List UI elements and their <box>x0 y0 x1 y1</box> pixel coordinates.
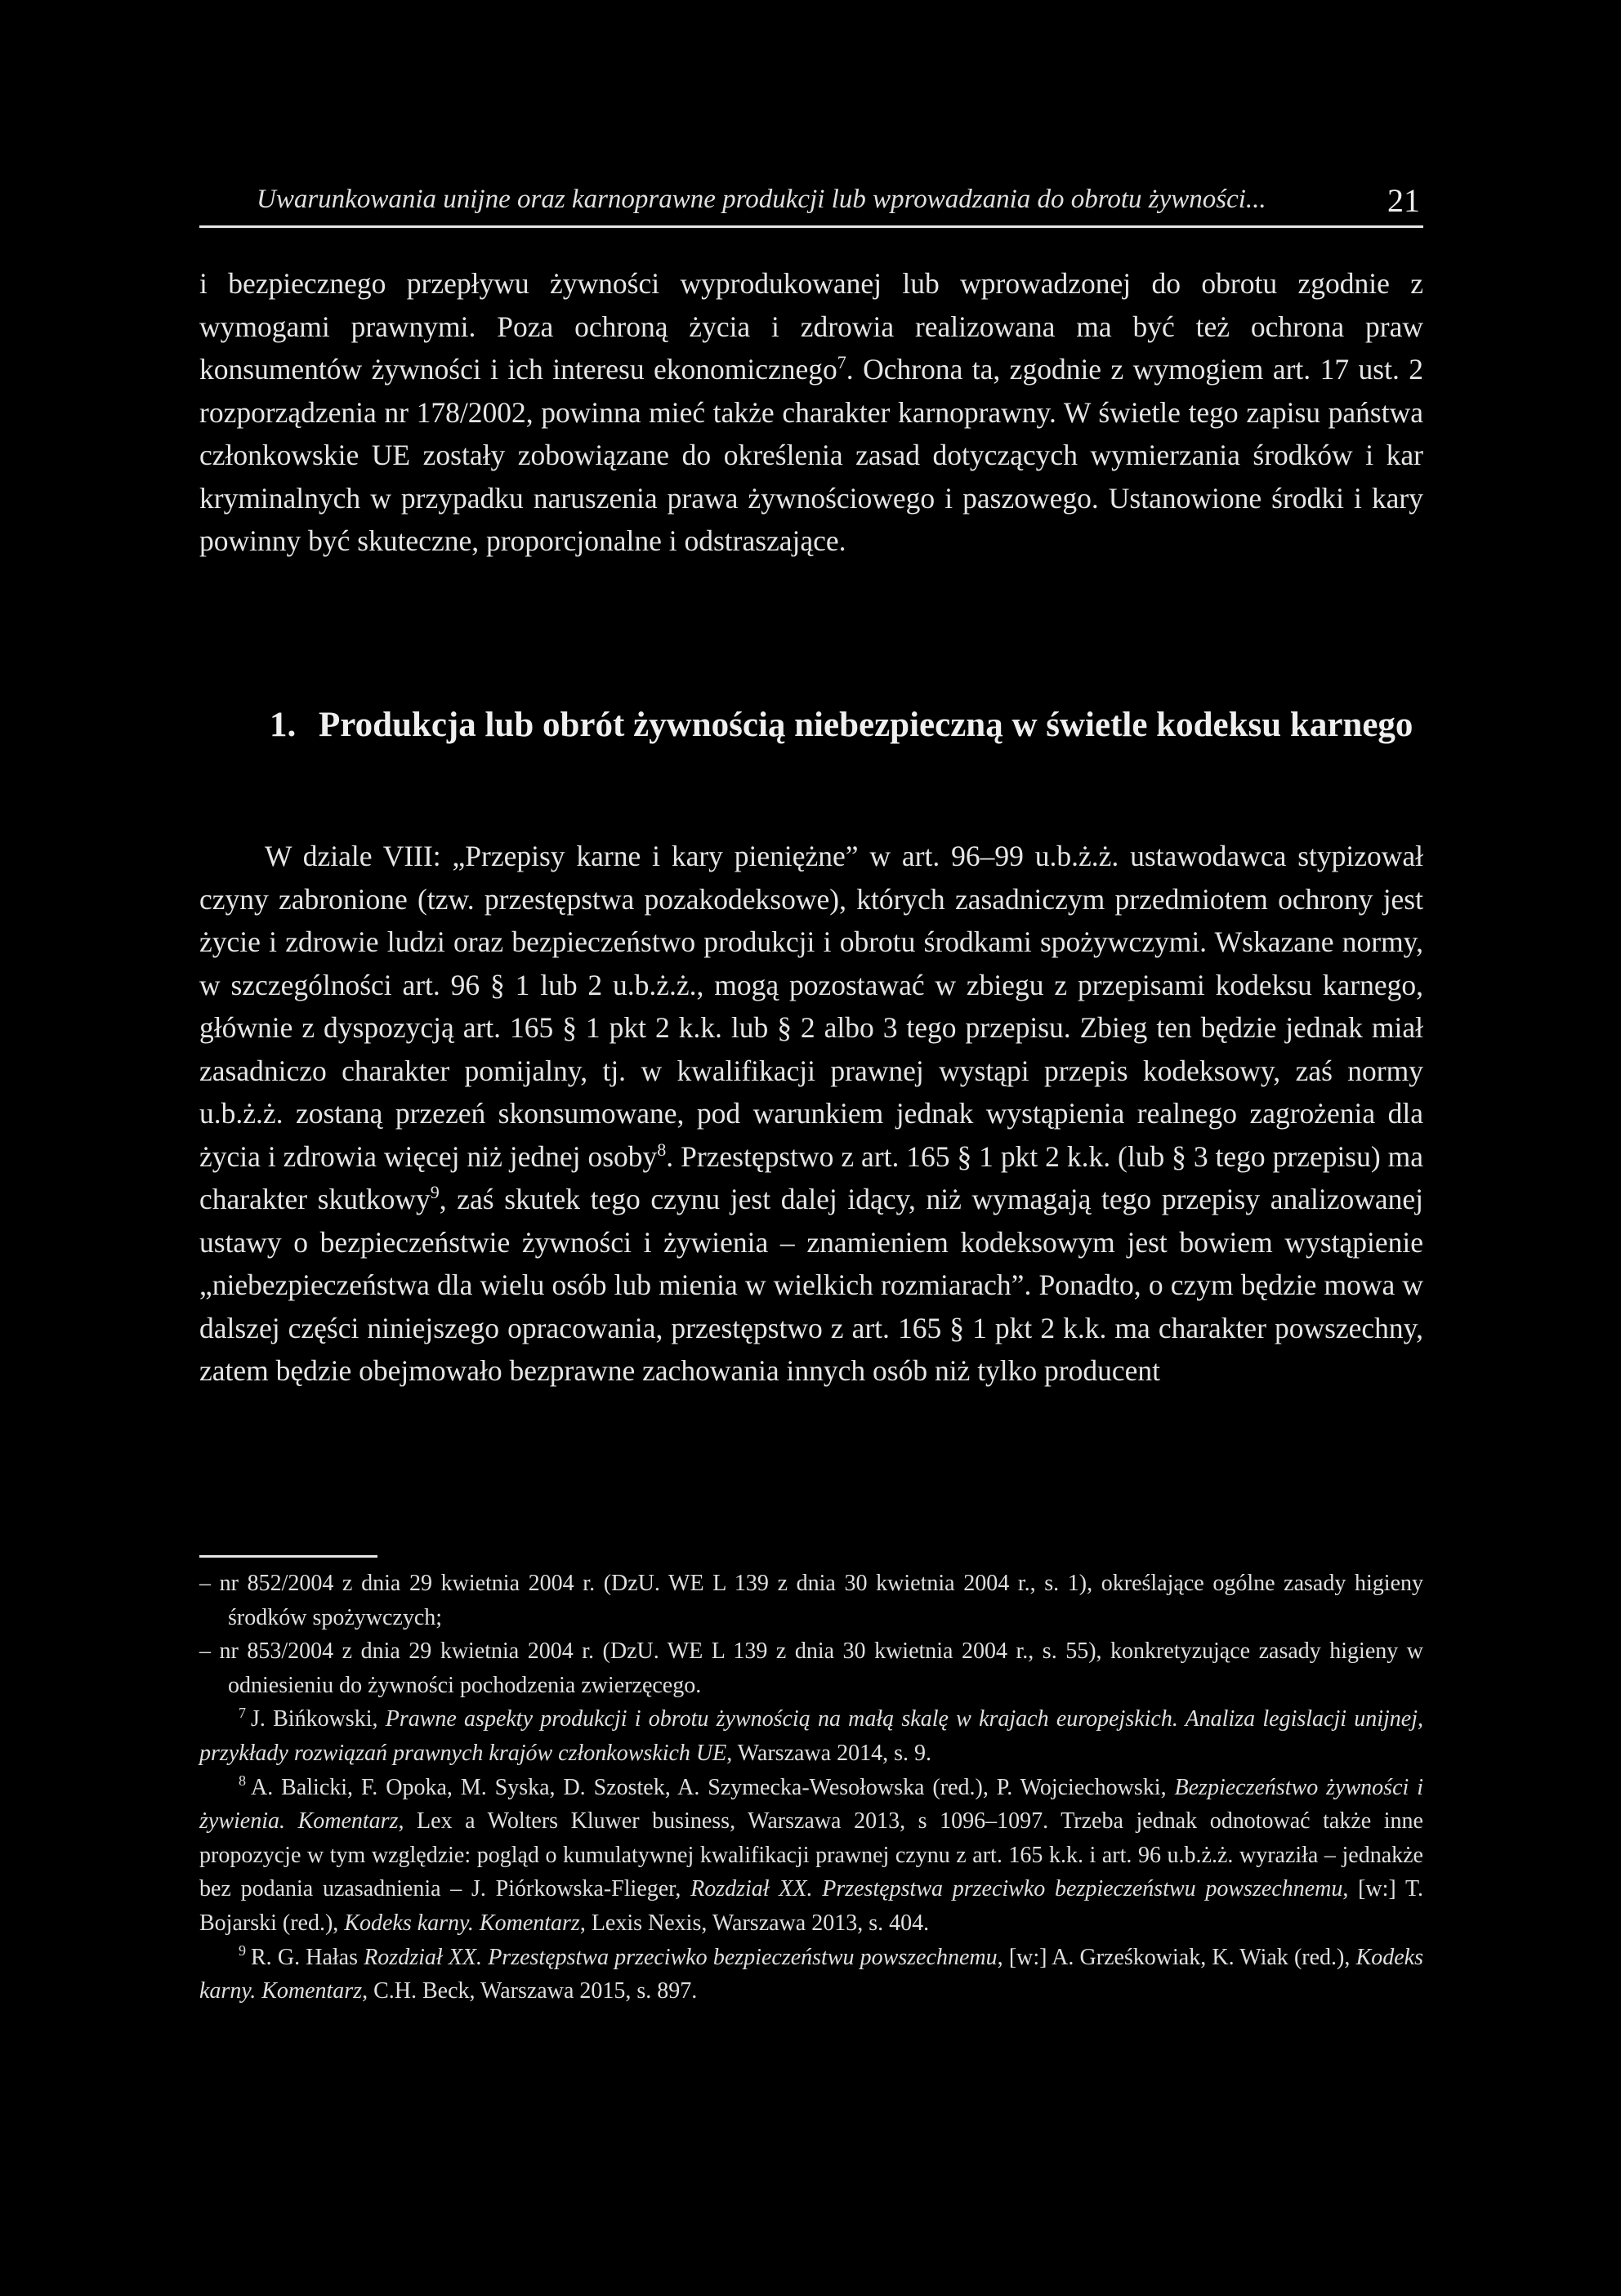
footnote-text: R. G. Hałas <box>251 1944 364 1970</box>
section-paragraph <box>199 835 1423 1393</box>
para-text-2: . Przestępstwo z art. 165 § 1 pkt 2 k.k. (lub § 3 tego przepisu) ma charakter skutkowy <box>199 1139 1424 1215</box>
footnote-continuation-item: – nr 853/2004 z dnia 29 kwietnia 2004 r. (DzU. WE L 139 z dnia 30 kwietnia 2004 r., s. 55), konkretyzujące zasady higieny w odniesieniu do żywności pochodzenia zwierzęcego. <box>199 1638 1423 1698</box>
footnote-ref-9[interactable]: 9 <box>430 1182 440 1203</box>
footnote-title: Rozdział XX. Przestępstwa przeciwko bezpieczeństwu powszechnemu <box>690 1876 1343 1902</box>
footnote-title: Bezpieczeństwo żywności i żywienia. Komentarz <box>199 1774 1424 1835</box>
para-text-1: W dziale VIII: „Przepisy karne i kary pieniężne” w art. 96–99 u.b.ż.ż. ustawodawca stypizował czyny zabronione (tzw. przestępstwa pozakodeksowe), których zasadniczym przedmiotem ochrony jest życie i zdrowie ludzi oraz bezpieczeństwo produkcji i obrotu środkami spożywczymi. Wskazane normy, w szczególności art. 96 § 1 lub 2 u.b.ż.ż., mogą pozostawać w zbiegu z przepisami kodeksu karnego, głównie z dyspozycją art. 165 § 1 pkt 2 k.k. lub § 2 albo 3 tego przepisu. Zbieg ten będzie jednak miał zasadniczo charakter pomijalny, tj. w kwalifikacji prawnej wystąpi przepis kodeksowy, zaś normy u.b.ż.ż. zostaną przezeń skonsumowane, pod warunkiem jednak wystąpienia realnego zagrożenia dla życia i zdrowia więcej niż jednej osoby <box>199 840 1423 1173</box>
footnote-7 <box>199 1702 1423 1770</box>
section-title: Produkcja lub obrót żywnością niebezpieczną w świetle kodeksu karnego <box>319 706 1413 744</box>
footnote-title: Prawne aspekty produkcji i obrotu żywnością na małą skalę w krajach europejskich. Analiza legislacji unijnej, przykłady rozwiązań prawnych krajów członkowskich UE <box>199 1706 1423 1766</box>
footnote-number: 7 <box>239 1705 246 1722</box>
footnote-text: J. Bińkowski, <box>251 1706 386 1732</box>
footnote-continuation-item: – nr 852/2004 z dnia 29 kwietnia 2004 r. (DzU. WE L 139 z dnia 30 kwietnia 2004 r., s. 1), określające ogólne zasady higieny środków spożywczych; <box>199 1571 1423 1630</box>
footnote-text: , Lexis Nexis, Warszawa 2013, s. 404. <box>579 1910 930 1936</box>
page-number: 21 <box>1387 182 1420 219</box>
running-head-title: Uwarunkowania unijne oraz karnoprawne produkcji lub wprowadzania do obrotu żywności... <box>257 185 1266 214</box>
footnote-9 <box>199 1941 1423 2008</box>
footnote-number: 8 <box>239 1772 246 1790</box>
footnote-number: 9 <box>239 1942 246 1959</box>
footnote-title: Kodeks karny. Komentarz <box>199 1944 1423 2004</box>
intro-text-2: . Ochrona ta, zgodnie z wymogiem art. 17 ust. 2 rozporządzenia nr 178/2002, powinna mieć także charakter karnoprawny. W świetle tego zapisu państwa członkowskie UE zostały zobowiązane do określenia zasad dotyczących wymierzania środków i kar kryminalnych w przypadku naruszenia prawa żywnościowego i paszowego. Ustanowione środki i kary powinny być skuteczne, proporcjonalne i odstraszające. <box>199 353 1424 557</box>
footnotes <box>199 1567 1423 2008</box>
footnote-title: Kodeks karny. Komentarz <box>344 1910 580 1936</box>
footnote-text: , C.H. Beck, Warszawa 2015, s. 897. <box>362 1978 698 2004</box>
footnote-text: , [w:] A. Grześkowiak, K. Wiak (red.), <box>997 1944 1356 1970</box>
footnote-text: A. Balicki, F. Opoka, M. Syska, D. Szostek, A. Szymecka-Wesołowska (red.), P. Wojciechowski, <box>251 1774 1175 1800</box>
running-head <box>199 181 1423 228</box>
footnote-8 <box>199 1771 1423 1941</box>
footnote-text: , [w:] T. Bojarski (red.), <box>199 1876 1423 1936</box>
footnote-ref-8[interactable]: 8 <box>657 1139 667 1160</box>
para-text-3: , zaś skutek tego czynu jest dalej idący, niż wymagają tego przepisy analizowanej ustawy o bezpieczeństwie żywności i żywienia – znamieniem kodeksowym jest bowiem wystąpienie „niebezpieczeństwa dla wielu osób lub mienia w wielkich rozmiarach”. Ponadto, o czym będzie mowa w dalszej części niniejszego opracowania, przestępstwo z art. 165 § 1 pkt 2 k.k. ma charakter powszechny, zatem będzie obejmowało bezprawne zachowania innych osób niż tylko producent <box>199 1183 1423 1387</box>
footnote-separator <box>199 1555 377 1558</box>
intro-text-1: i bezpiecznego przepływu żywności wyprodukowanej lub wprowadzonej do obrotu zgodnie z wymogami prawnymi. Poza ochroną życia i zdrowia realizowana ma być też ochrona praw konsumentów żywności i ich interesu ekonomicznego <box>199 267 1423 386</box>
footnote-title: Rozdział XX. Przestępstwa przeciwko bezpieczeństwu powszechnemu <box>364 1944 998 1970</box>
footnote-text: , Warszawa 2014, s. 9. <box>726 1740 931 1766</box>
section-number: 1. <box>270 706 297 744</box>
footnote-ref-7[interactable]: 7 <box>837 352 846 373</box>
footnote-text: , Lex a Wolters Kluwer business, Warszawa 2013, s 1096–1097. Trzeba jednak odnotować także inne propozycje w tym względzie: pogląd o kumulatywnej kwalifikacji prawnej czynu z art. 165 k.k. i art. 96 u.b.ż.ż. wyraziła – jednakże bez podania uzasadnienia – J. Piórkowska-Flieger, <box>199 1808 1423 1902</box>
section-heading <box>270 702 1413 747</box>
intro-paragraph <box>199 262 1423 563</box>
